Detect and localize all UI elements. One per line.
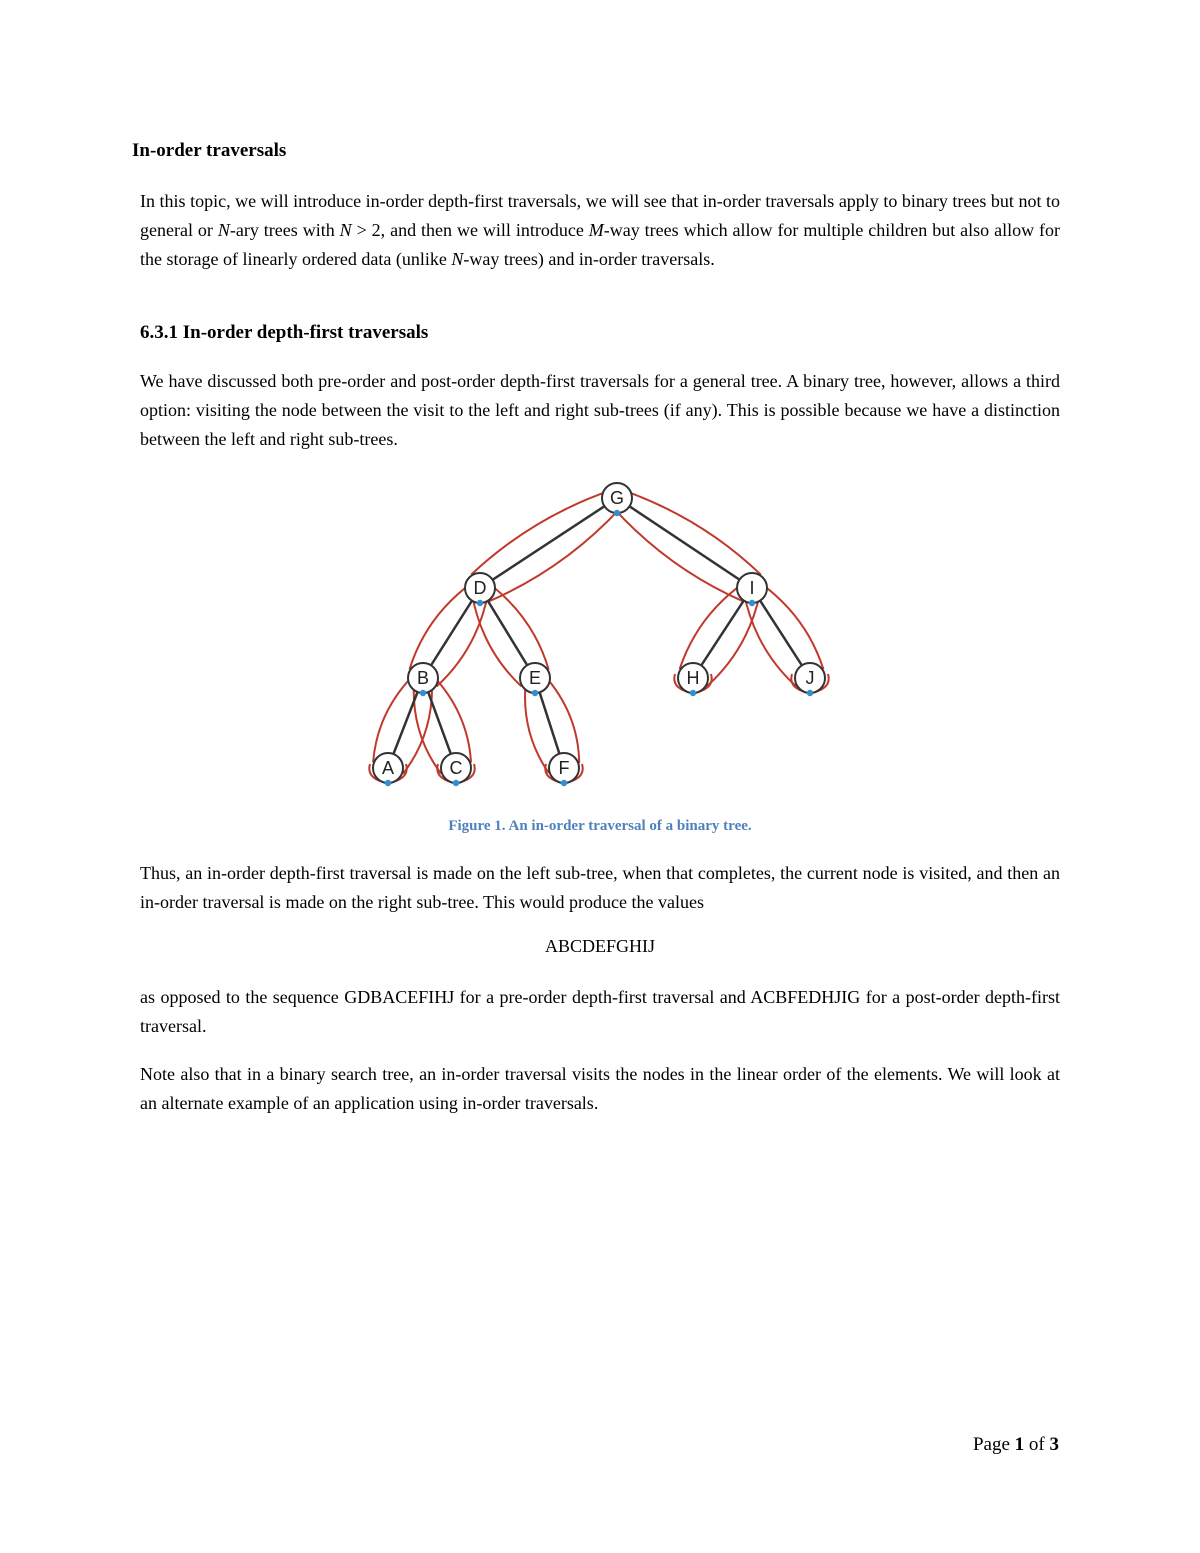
page-heading: In-order traversals: [132, 140, 287, 161]
node-label: G: [609, 488, 625, 508]
intro-variable: M: [588, 220, 604, 240]
page-total: 3: [1049, 1434, 1059, 1455]
tree-node-C: [441, 753, 471, 786]
tree-node-G: [602, 483, 632, 516]
node-label: E: [528, 668, 542, 688]
tree-node-H: [678, 663, 708, 696]
traversal-path-IH-b: [706, 593, 760, 687]
node-label: D: [473, 578, 487, 598]
footer-page-word: Page: [972, 1434, 1015, 1455]
node-label: F: [558, 758, 570, 778]
intro-text: In this topic, we will introduce in-order depth-first traversals, we will see that in-order traversals apply to binary trees but not to general or: [140, 191, 1060, 240]
page-number: 1: [1014, 1434, 1025, 1455]
node-label: A: [381, 758, 395, 778]
node-label: C: [449, 758, 463, 778]
section-title: In-order depth-first traversals: [182, 322, 429, 343]
tree-node-A: [373, 753, 403, 786]
visit-marker: [807, 690, 813, 696]
node-label: J: [805, 668, 815, 688]
node-label: I: [749, 578, 755, 598]
comparison-paragraph: as opposed to the sequence GDBACEFIHJ for a pre-order depth-first traversal and ACBFEDHJIG for a post-order depth-first traversal.: [140, 987, 1060, 1036]
intro-variable: N: [451, 249, 464, 269]
node-label: B: [416, 668, 430, 688]
visit-marker: [690, 690, 696, 696]
visit-marker: [453, 780, 459, 786]
intro-variable: N: [339, 220, 352, 240]
section-heading: [140, 322, 428, 344]
tree-node-F: [549, 753, 579, 786]
tree-node-J: [795, 663, 825, 696]
footer-of-word: of: [1024, 1434, 1050, 1455]
intro-text: -way trees which allow for multiple children but also allow for the storage of linearly ordered data (unlike: [140, 220, 1060, 269]
page-footer: [973, 1434, 1059, 1456]
visit-marker: [532, 690, 538, 696]
binary-tree-figure: [350, 478, 850, 808]
explanation-paragraph: Thus, an in-order depth-first traversal is made on the left sub-tree, when that completes, the current node is visited, and then an in-order traversal is made on the right sub-tree. This would produce the values: [140, 863, 1060, 912]
traversal-path-GI-b: [622, 490, 761, 575]
visit-marker: [749, 600, 755, 606]
visit-marker: [614, 510, 620, 516]
traversal-path-GD-a: [471, 490, 612, 575]
node-label: H: [686, 668, 700, 688]
section-number: 6.3.1: [140, 322, 178, 343]
intro-text: > 2, and then we will introduce: [351, 220, 589, 240]
section-paragraph: We have discussed both pre-order and post-order depth-first traversals for a general tree. A binary tree, however, allows a third option: visiting the node between the visit to the left and right sub-trees (if any). This is possible because we have a distinction between the left and right sub-trees.: [140, 371, 1060, 449]
visit-marker: [561, 780, 567, 786]
traversal-path-GI-a: [612, 506, 743, 601]
figure-caption: Figure 1. An in-order traversal of a binary tree.: [448, 818, 752, 834]
intro-text: -ary trees with: [229, 220, 340, 240]
intro-text: -way trees) and in-order traversals.: [463, 249, 715, 269]
note-paragraph: Note also that in a binary search tree, an in-order traversal visits the nodes in the linear order of the elements. We will look at an alternate example of an application using in-order traversals.: [140, 1064, 1060, 1113]
intro-paragraph: [140, 187, 1060, 274]
tree-node-B: [408, 663, 438, 696]
tree-edge-GD: [480, 498, 617, 588]
intro-variable: N: [217, 220, 230, 240]
traversal-path-GD-b: [489, 506, 622, 601]
visit-marker: [385, 780, 391, 786]
inorder-sequence: ABCDEFGHIJ: [544, 936, 655, 956]
visit-marker: [420, 690, 426, 696]
visit-marker: [477, 600, 483, 606]
tree-edge-GI: [617, 498, 752, 588]
